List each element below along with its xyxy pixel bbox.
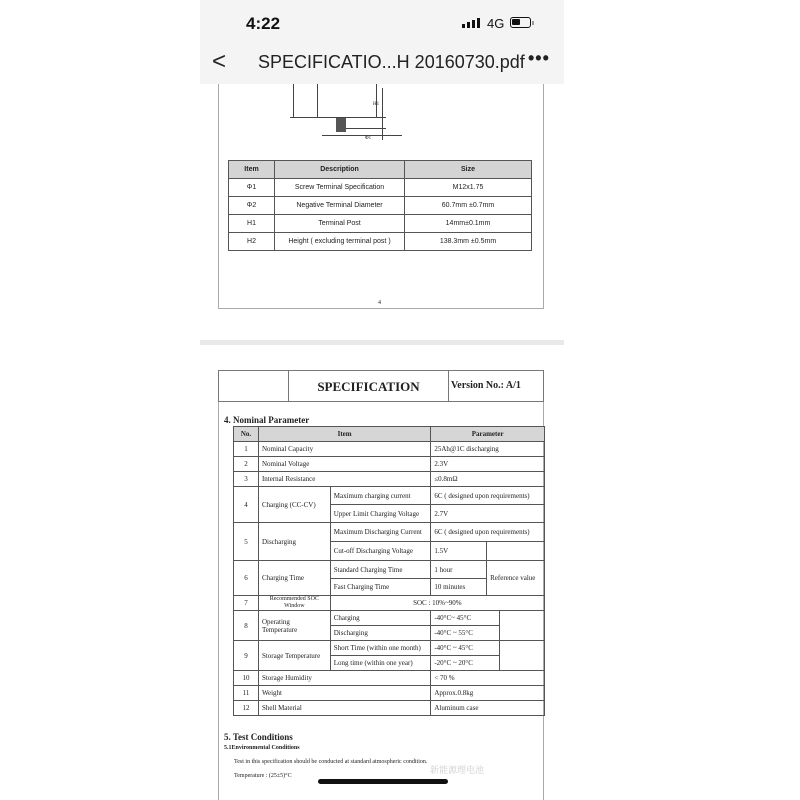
cell: Terminal Post <box>275 215 405 233</box>
cell: Shell Material <box>258 701 430 716</box>
empty-cell <box>500 641 545 671</box>
cell: 5 <box>234 523 259 561</box>
cell: -40°C ~ 55°C <box>431 626 500 641</box>
cell: -20°C ~ 20°C <box>431 656 500 671</box>
network-label: 4G <box>487 16 505 31</box>
watermark: 新能源理电池 <box>430 765 485 775</box>
cell: Φ2 <box>229 197 275 215</box>
cell: Charging (CC-CV) <box>258 487 330 523</box>
cell: Standard Charging Time <box>330 561 431 579</box>
table-row <box>234 487 545 505</box>
cell: Nominal Voltage <box>258 457 430 472</box>
cell: ≤0.8mΩ <box>431 472 545 487</box>
cell: Approx.0.8kg <box>431 686 545 701</box>
cell: 6C ( designed upon requirements) <box>431 523 545 542</box>
cell: < 70 % <box>431 671 545 686</box>
cell: H1 <box>229 215 275 233</box>
more-options-button[interactable]: ••• <box>528 48 550 68</box>
phone-screen <box>200 0 564 800</box>
cell: 60.7mm ±0.7mm <box>405 197 532 215</box>
nav-bar <box>200 40 564 84</box>
cell: Discharging <box>258 523 330 561</box>
temperature-text: Temperature : (25±5)°C <box>234 773 292 779</box>
subsection-heading: 5.1Environmental Conditions <box>224 745 300 751</box>
spec-header <box>218 370 544 402</box>
cell: 1.5V <box>431 542 487 561</box>
cell: 25Ah@1C discharging <box>431 442 545 457</box>
document-title: SPECIFICATIO...H 20160730.pdf <box>258 52 525 72</box>
section-heading: 4. Nominal Parameter <box>224 415 310 425</box>
drawing-label-h1: H1 <box>373 102 380 107</box>
column-header: Size <box>405 161 532 179</box>
cell: SOC : 10%~90% <box>330 596 544 611</box>
cell: Weight <box>258 686 430 701</box>
cell: 12 <box>234 701 259 716</box>
back-button[interactable]: < <box>212 48 227 75</box>
version-label: Version No.: A/1 <box>451 380 521 391</box>
cell: 2.3V <box>431 457 545 472</box>
cell: 2 <box>234 457 259 472</box>
cell: Maximum charging current <box>330 487 431 505</box>
status-time: 4:22 <box>246 14 281 33</box>
cell: H2 <box>229 233 275 251</box>
battery-icon <box>510 17 531 28</box>
table-row <box>234 701 545 716</box>
page-number: 4 <box>378 300 381 306</box>
column-header: Parameter <box>431 427 545 442</box>
column-header: No. <box>234 427 259 442</box>
table-row <box>234 523 545 542</box>
cell: 6C ( designed upon requirements) <box>431 487 545 505</box>
empty-cell <box>500 611 545 641</box>
table-row <box>229 179 532 197</box>
empty-cell <box>487 542 545 561</box>
cell: 3 <box>234 472 259 487</box>
terminal-post-drawing <box>336 118 346 132</box>
pdf-page-4 <box>200 84 564 340</box>
redaction-bar <box>318 779 448 784</box>
cell: Fast Charging Time <box>330 579 431 596</box>
dimension-table <box>228 160 532 251</box>
status-bar <box>200 0 564 40</box>
cell: -40°C~ 45°C <box>431 611 500 626</box>
cell: 9 <box>234 641 259 671</box>
table-row <box>234 671 545 686</box>
drawing-label-d1: Φ1 <box>365 136 372 141</box>
cell: 11 <box>234 686 259 701</box>
table-row <box>234 457 545 472</box>
cell: Discharging <box>330 626 431 641</box>
cell: 10 <box>234 671 259 686</box>
column-header: Item <box>229 161 275 179</box>
cell: Recommended SOC Window <box>258 596 330 611</box>
cell: Charging <box>330 611 431 626</box>
cell: M12x1.75 <box>405 179 532 197</box>
drawing-line <box>322 135 402 136</box>
table-row <box>234 561 545 579</box>
table-row <box>229 233 532 251</box>
cell: Φ1 <box>229 179 275 197</box>
cell: Reference value <box>487 561 545 596</box>
cell: Screw Terminal Specification <box>275 179 405 197</box>
cell: Short Time (within one month) <box>330 641 431 656</box>
drawing-line <box>382 88 383 140</box>
cell: 1 hour <box>431 561 487 579</box>
table-row <box>234 472 545 487</box>
divider <box>448 371 449 401</box>
spec-title: SPECIFICATION <box>317 379 420 394</box>
cell: Height ( excluding terminal post ) <box>275 233 405 251</box>
table-row <box>229 197 532 215</box>
cell: Long time (within one year) <box>330 656 431 671</box>
cell: -40°C ~ 45°C <box>431 641 500 656</box>
body-text: Test in this specification should be conducted at standard atmospheric condition. <box>234 759 428 765</box>
cell: 7 <box>234 596 259 611</box>
cell: 4 <box>234 487 259 523</box>
cell: Charging Time <box>258 561 330 596</box>
drawing-line <box>376 84 377 117</box>
cell: Cut-off Discharging Voltage <box>330 542 431 561</box>
section-heading: 5. Test Conditions <box>224 732 293 742</box>
table-row <box>234 442 545 457</box>
cell: Upper Limit Charging Voltage <box>330 505 431 523</box>
column-header: Item <box>258 427 430 442</box>
cell: 10 minutes <box>431 579 487 596</box>
cell: Aluminum case <box>431 701 545 716</box>
cell: Negative Terminal Diameter <box>275 197 405 215</box>
cell: Nominal Capacity <box>258 442 430 457</box>
drawing-line <box>317 84 318 117</box>
drawing-line <box>293 84 294 117</box>
column-header: Description <box>275 161 405 179</box>
cell: Storage Temperature <box>258 641 330 671</box>
cell: 138.3mm ±0.5mm <box>405 233 532 251</box>
cell: Storage Humidity <box>258 671 430 686</box>
cell: Maximum Discharging Current <box>330 523 431 542</box>
table-row <box>234 596 545 611</box>
nominal-parameter-table <box>233 426 545 716</box>
pdf-page-5 <box>200 345 564 800</box>
cell: 8 <box>234 611 259 641</box>
table-row <box>234 686 545 701</box>
drawing-line <box>346 128 386 129</box>
cell: 14mm±0.1mm <box>405 215 532 233</box>
table-row <box>234 641 545 656</box>
table-row <box>234 611 545 626</box>
cell: Internal Resistance <box>258 472 430 487</box>
cell: 6 <box>234 561 259 596</box>
table-row <box>229 215 532 233</box>
cell: Operating Temperature <box>258 611 330 641</box>
cell: 2.7V <box>431 505 545 523</box>
cell: 1 <box>234 442 259 457</box>
signal-icon <box>462 18 480 28</box>
